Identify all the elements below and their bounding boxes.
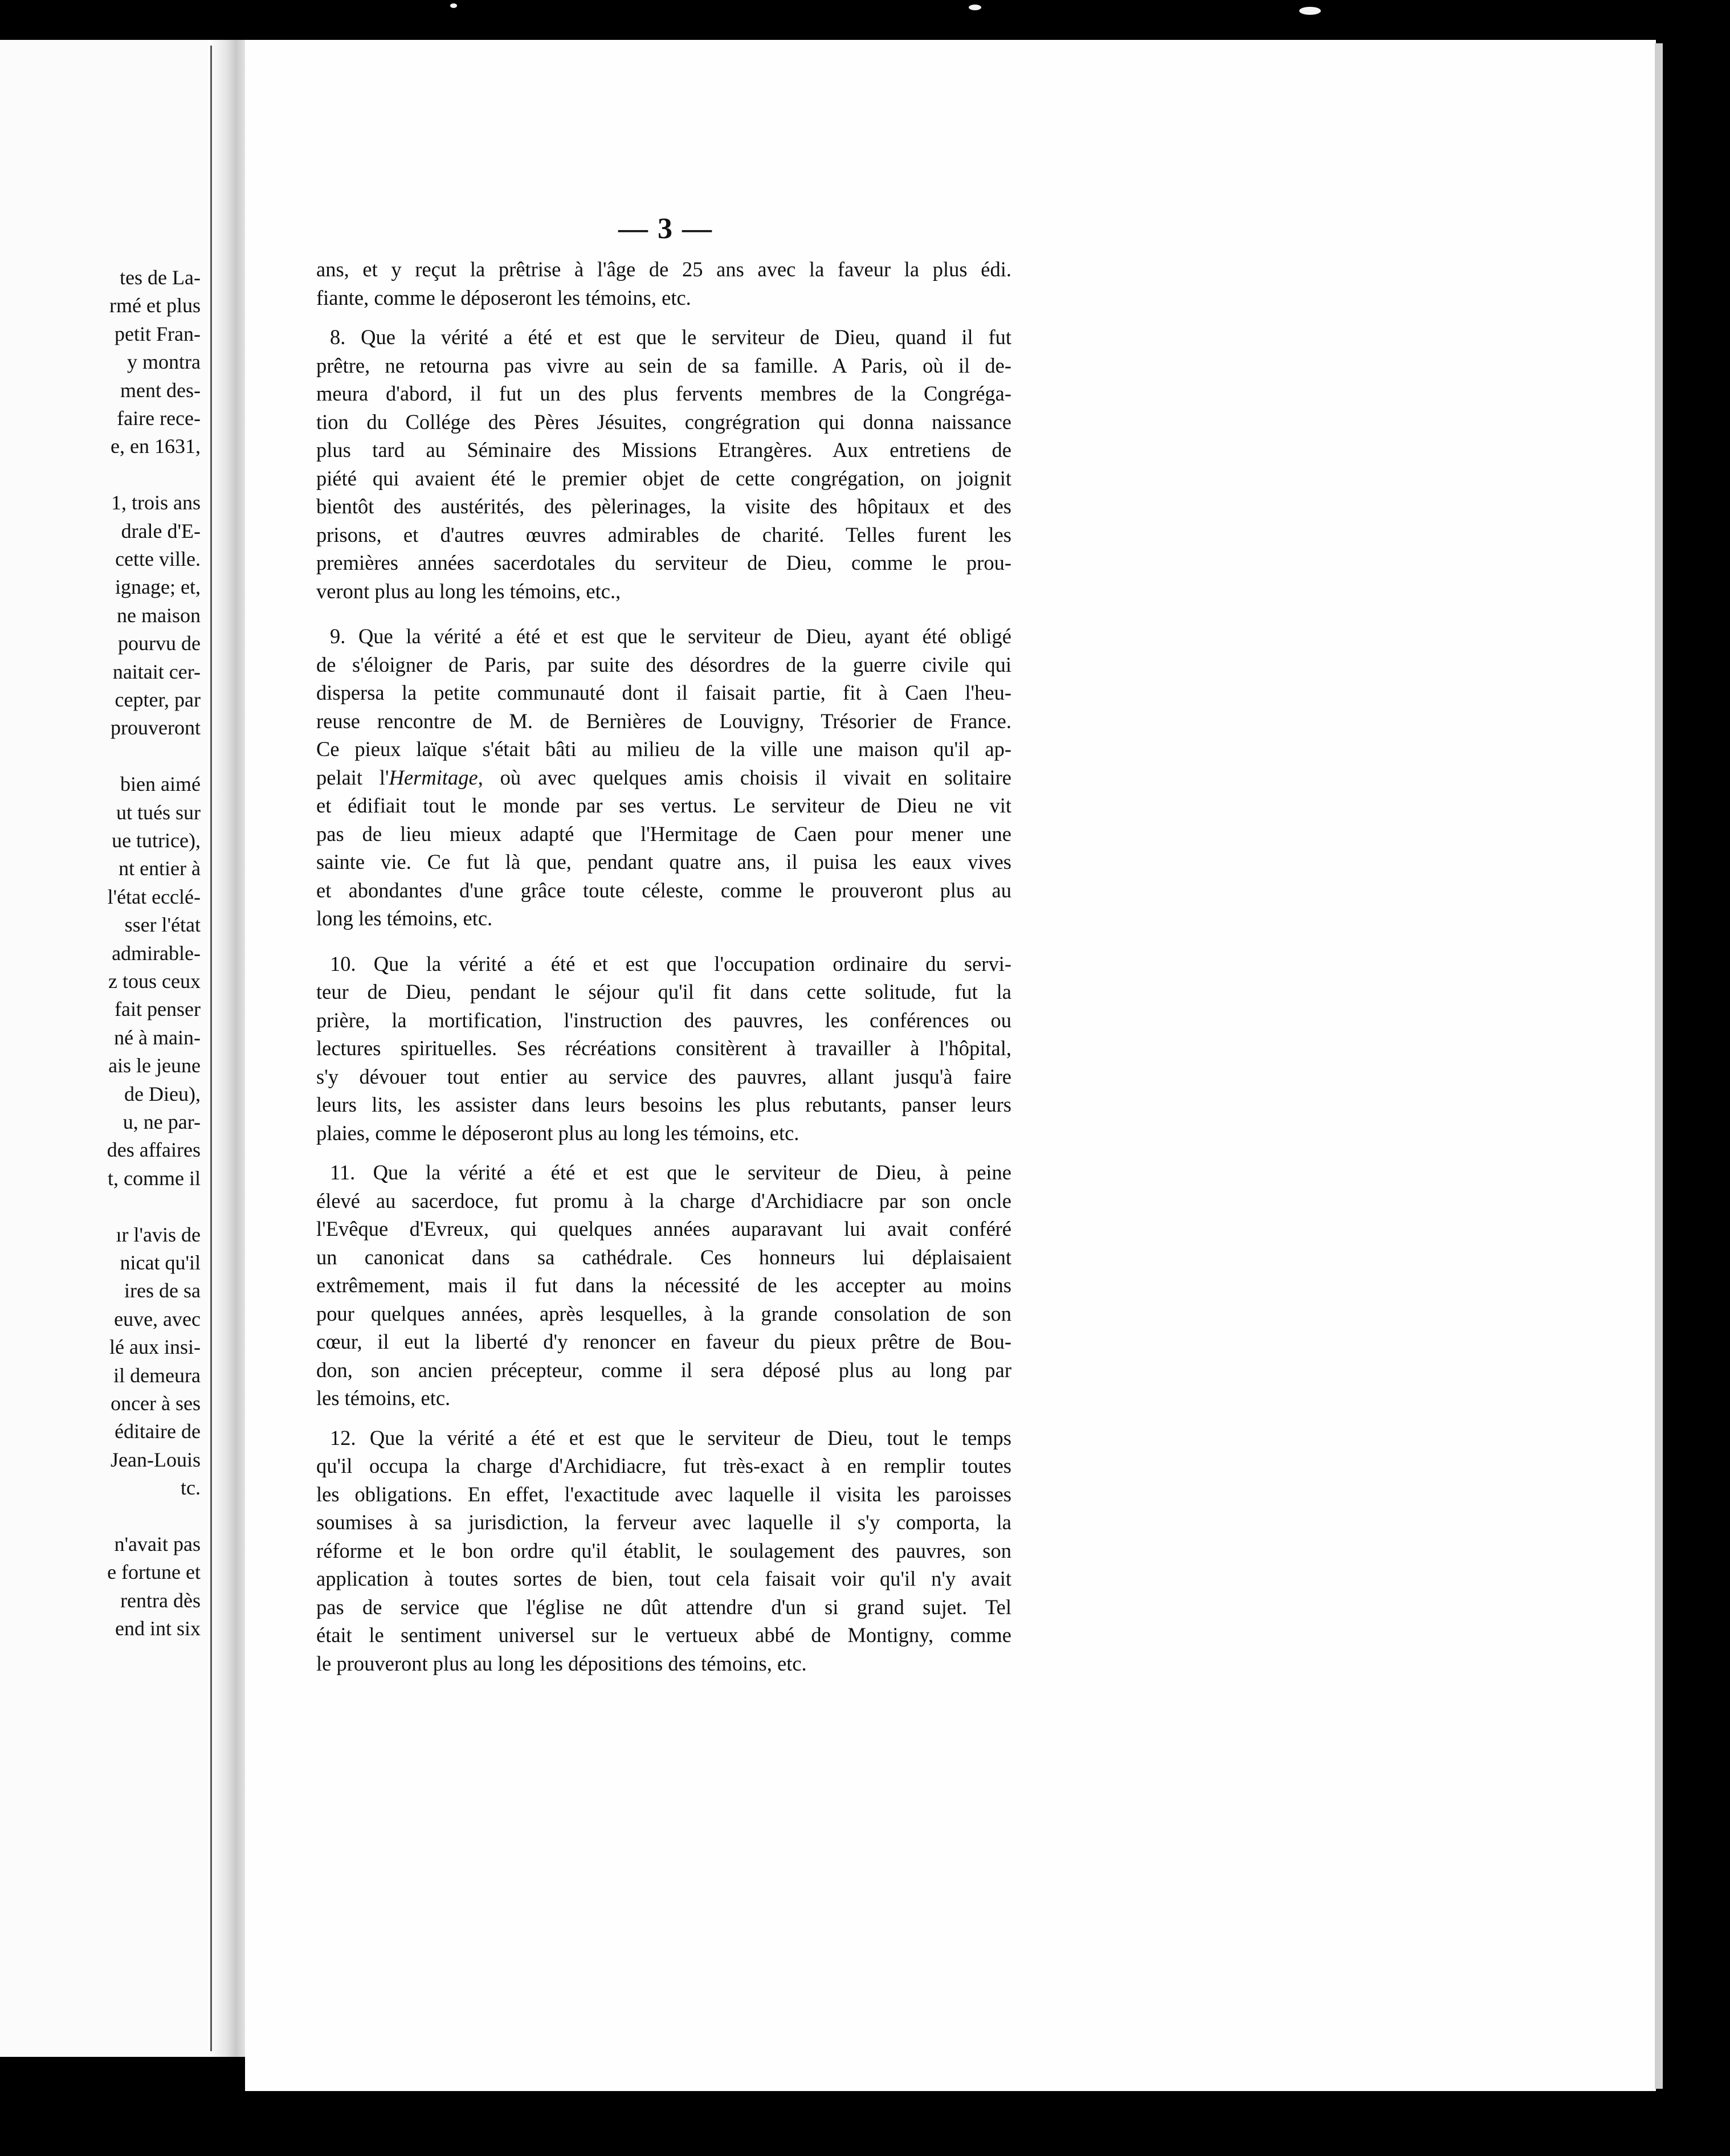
scan-speck — [450, 3, 457, 8]
text-line: fiante, comme le déposeront les témoins, etc. — [316, 285, 691, 309]
text-line: qu'il occupa la charge d'Archidiacre, fut très-exact à en remplir toutes — [316, 1454, 1011, 1477]
text-line: 9. Que la vérité a été et est que le serviteur de Dieu, ayant été obligé — [330, 624, 1011, 648]
facing-page-line: z tous ceux — [108, 970, 201, 993]
facing-page-line: 1, trois ans — [111, 491, 201, 514]
text-line: prière, la mortification, l'instruction des pauvres, les conférences ou — [316, 1008, 1011, 1032]
text-line: de s'éloigner de Paris, par suite des désordres de la guerre civile qui — [316, 652, 1011, 676]
facing-page-line: nicat qu'il — [120, 1251, 201, 1274]
facing-page-line: rentra dès — [120, 1589, 201, 1612]
facing-page-line: lé aux insi- — [109, 1336, 201, 1359]
text-line: 8. Que la vérité a été et est que le serviteur de Dieu, quand il fut — [330, 325, 1011, 349]
scan-speck — [969, 5, 981, 10]
facing-page-line: tes de La- — [120, 266, 201, 289]
text-line: Ce pieux laïque s'était bâti au milieu de la ville une maison qu'il ap- — [316, 737, 1011, 761]
text-line: les témoins, etc. — [316, 1386, 451, 1410]
facing-page-line: ne maison — [117, 603, 201, 627]
binding-gutter — [208, 40, 248, 2057]
text-line: piété qui avaient été le premier objet de cette congrégation, on joignit — [316, 466, 1011, 490]
facing-page-line: petit Fran- — [115, 322, 201, 345]
text-line: soumises à sa jurisdiction, la ferveur avec laquelle il s'y comporta, la — [316, 1510, 1011, 1534]
facing-page-line: e fortune et — [107, 1561, 201, 1584]
facing-page-line: cette ville. — [115, 548, 201, 570]
text-line: pour quelques années, après lesquelles, à la grande consolation de son — [316, 1301, 1011, 1325]
italic-term: Hermitage — [389, 765, 478, 789]
text-line: ans, et y reçut la prêtrise à l'âge de 25 ans avec la faveur la plus édi. — [316, 258, 1011, 281]
paragraph-8 — [316, 323, 1011, 605]
facing-page-line: nt entier à — [119, 857, 201, 880]
text-line: extrêmement, mais il fut dans la nécessité de les accepter au moins — [316, 1273, 1011, 1297]
facing-page-line: n'avait pas — [114, 1533, 201, 1555]
paragraph-10 — [316, 950, 1011, 1148]
text-line: s'y dévouer tout entier au service des pauvres, allant jusqu'à faire — [316, 1064, 1011, 1088]
facing-page-line: ut tués sur — [116, 801, 201, 824]
facing-page-line: ue tutrice), — [112, 829, 201, 852]
scan-speck — [1299, 7, 1321, 15]
facing-page-line: bien aimé — [120, 773, 201, 796]
facing-page-line: end int six — [115, 1617, 201, 1640]
text-line: un canonicat dans sa cathédrale. Ces honneurs lui déplaisaient — [316, 1245, 1011, 1269]
text-line: réforme et le bon ordre qu'il établit, le soulagement des pauvres, son — [316, 1538, 1011, 1562]
text-line: 12. Que la vérité a été et est que le serviteur de Dieu, tout le temps — [330, 1426, 1011, 1449]
text-line: cœur, il eut la liberté d'y renoncer en faveur du pieux prêtre de Bou- — [316, 1330, 1011, 1353]
paragraph-11 — [316, 1158, 1011, 1412]
text-line: était le sentiment universel sur le vertueux abbé de Montigny, comme — [316, 1623, 1011, 1647]
facing-page-line: euve, avec — [114, 1307, 201, 1330]
paragraph-12 — [316, 1424, 1011, 1678]
facing-page-line: naitait cer- — [112, 660, 201, 683]
text-line: don, son ancien précepteur, comme il sera déposé plus au long par — [316, 1358, 1011, 1382]
text-line: meura d'abord, il fut un des plus fervents membres de la Congréga- — [316, 382, 1011, 405]
paragraph-continuation — [316, 255, 1011, 312]
text-line: 10. Que la vérité a été et est que l'occupation ordinaire du servi- — [330, 952, 1011, 975]
facing-page-line: cepter, par — [115, 688, 201, 711]
text-line: dispersa la petite communauté dont il faisait partie, fit à Caen l'heu- — [316, 681, 1011, 704]
text-line: long les témoins, etc. — [316, 906, 493, 930]
text-line: et abondantes d'une grâce toute céleste, comme le prouveront plus au — [316, 878, 1011, 902]
facing-page-line: oncer à ses — [111, 1392, 201, 1415]
text-line: le prouveront plus au long les dépositions des témoins, etc. — [316, 1651, 807, 1675]
text-line: sainte vie. Ce fut là que, pendant quatre ans, il puisa les eaux vives — [316, 850, 1011, 873]
text-line: teur de Dieu, pendant le séjour qu'il fit dans cette solitude, fut la — [316, 980, 1011, 1003]
facing-page-line: sser l'état — [124, 913, 201, 937]
facing-page-line: y montra — [127, 350, 201, 374]
facing-page-line: admirable- — [112, 941, 201, 965]
facing-page-line: des affaires — [107, 1138, 201, 1162]
facing-page-line: faire rece- — [117, 407, 201, 430]
facing-page-line: ais le jeune — [108, 1054, 201, 1077]
page-number: — 3 — — [618, 213, 713, 245]
facing-page-line: Jean-Louis — [111, 1448, 201, 1471]
text-line: lectures spirituelles. Ses récréations consitèrent à travailler à l'hôpital, — [316, 1036, 1011, 1060]
text-line: élevé au sacerdoce, fut promu à la charge d'Archidiacre par son oncle — [316, 1189, 1011, 1212]
text-line: plus tard au Séminaire des Missions Etrangères. Aux entretiens de — [316, 438, 1011, 462]
text-line: les obligations. En effet, l'exactitude avec laquelle il visita les paroisses — [316, 1482, 1011, 1506]
text-line: plaies, comme le déposeront plus au long les témoins, etc. — [316, 1121, 799, 1145]
text-line: reuse rencontre de M. de Bernières de Louvigny, Trésorier de France. — [316, 709, 1011, 733]
facing-page-fragment — [0, 40, 215, 2057]
facing-page-line: tc. — [181, 1476, 201, 1500]
facing-page-line: u, ne par- — [123, 1110, 201, 1133]
text-line: l'Evêque d'Evreux, qui quelques années auparavant lui avait conféré — [316, 1217, 1011, 1240]
facing-page-line: éditaire de — [115, 1420, 201, 1443]
facing-page-line: prouveront — [111, 716, 201, 740]
text-line: leurs lits, les assister dans leurs besoins les plus rebutants, panser leurs — [316, 1093, 1011, 1116]
text-line: et édifiait tout le monde par ses vertus. Le serviteur de Dieu ne vit — [316, 794, 1011, 817]
facing-page-line: rmé et plus — [109, 294, 201, 317]
facing-page-line: de Dieu), — [124, 1082, 201, 1105]
facing-page-line: fait penser — [115, 998, 201, 1021]
facing-page-line: ignage; et, — [115, 575, 201, 599]
text-line: premières années sacerdotales du serviteur de Dieu, comme le prou- — [316, 551, 1011, 574]
text-line: application à toutes sortes de bien, tout cela faisait voir qu'il n'y avait — [316, 1567, 1011, 1590]
text-line: prêtre, ne retourna pas vivre au sein de sa famille. A Paris, où il de- — [316, 353, 1011, 377]
page-edge-shadow — [1655, 43, 1663, 2089]
text-line: pelait l'Hermitage, où avec quelques amis choisis il vivait en solitaire — [316, 765, 1011, 789]
facing-page-line: ır l'avis de — [116, 1223, 201, 1246]
page-fold-line — [210, 46, 212, 2051]
page-body-text — [316, 255, 1011, 1677]
facing-page-line: e, en 1631, — [111, 435, 201, 458]
facing-page-line: il demeura — [113, 1363, 201, 1387]
facing-page-line: t, comme il — [108, 1166, 201, 1190]
text-line: prisons, et d'autres œuvres admirables de charité. Telles furent les — [316, 522, 1011, 546]
text-line: pas de service que l'église ne dût attendre d'un si grand sujet. Tel — [316, 1595, 1011, 1619]
text-line: tion du Collége des Pères Jésuites, congrégration qui donna naissance — [316, 410, 1011, 434]
text-line: pas de lieu mieux adapté que l'Hermitage de Caen pour mener une — [316, 822, 1011, 846]
facing-page-line: ires de sa — [124, 1279, 201, 1302]
facing-page-line: drale d'E- — [121, 519, 201, 542]
text-line: 11. Que la vérité a été et est que le serviteur de Dieu, à peine — [330, 1161, 1011, 1184]
facing-page-line: l'état ecclé- — [107, 885, 201, 908]
text-line: bientôt des austérités, des pèlerinages, la visite des hôpitaux et des — [316, 495, 1011, 518]
paragraph-9 — [316, 622, 1011, 933]
facing-page-line: pourvu de — [118, 632, 201, 655]
facing-page-line: ment des- — [120, 378, 201, 402]
text-line: veront plus au long les témoins, etc., — [316, 579, 621, 603]
facing-page-line: né à main- — [114, 1026, 201, 1049]
